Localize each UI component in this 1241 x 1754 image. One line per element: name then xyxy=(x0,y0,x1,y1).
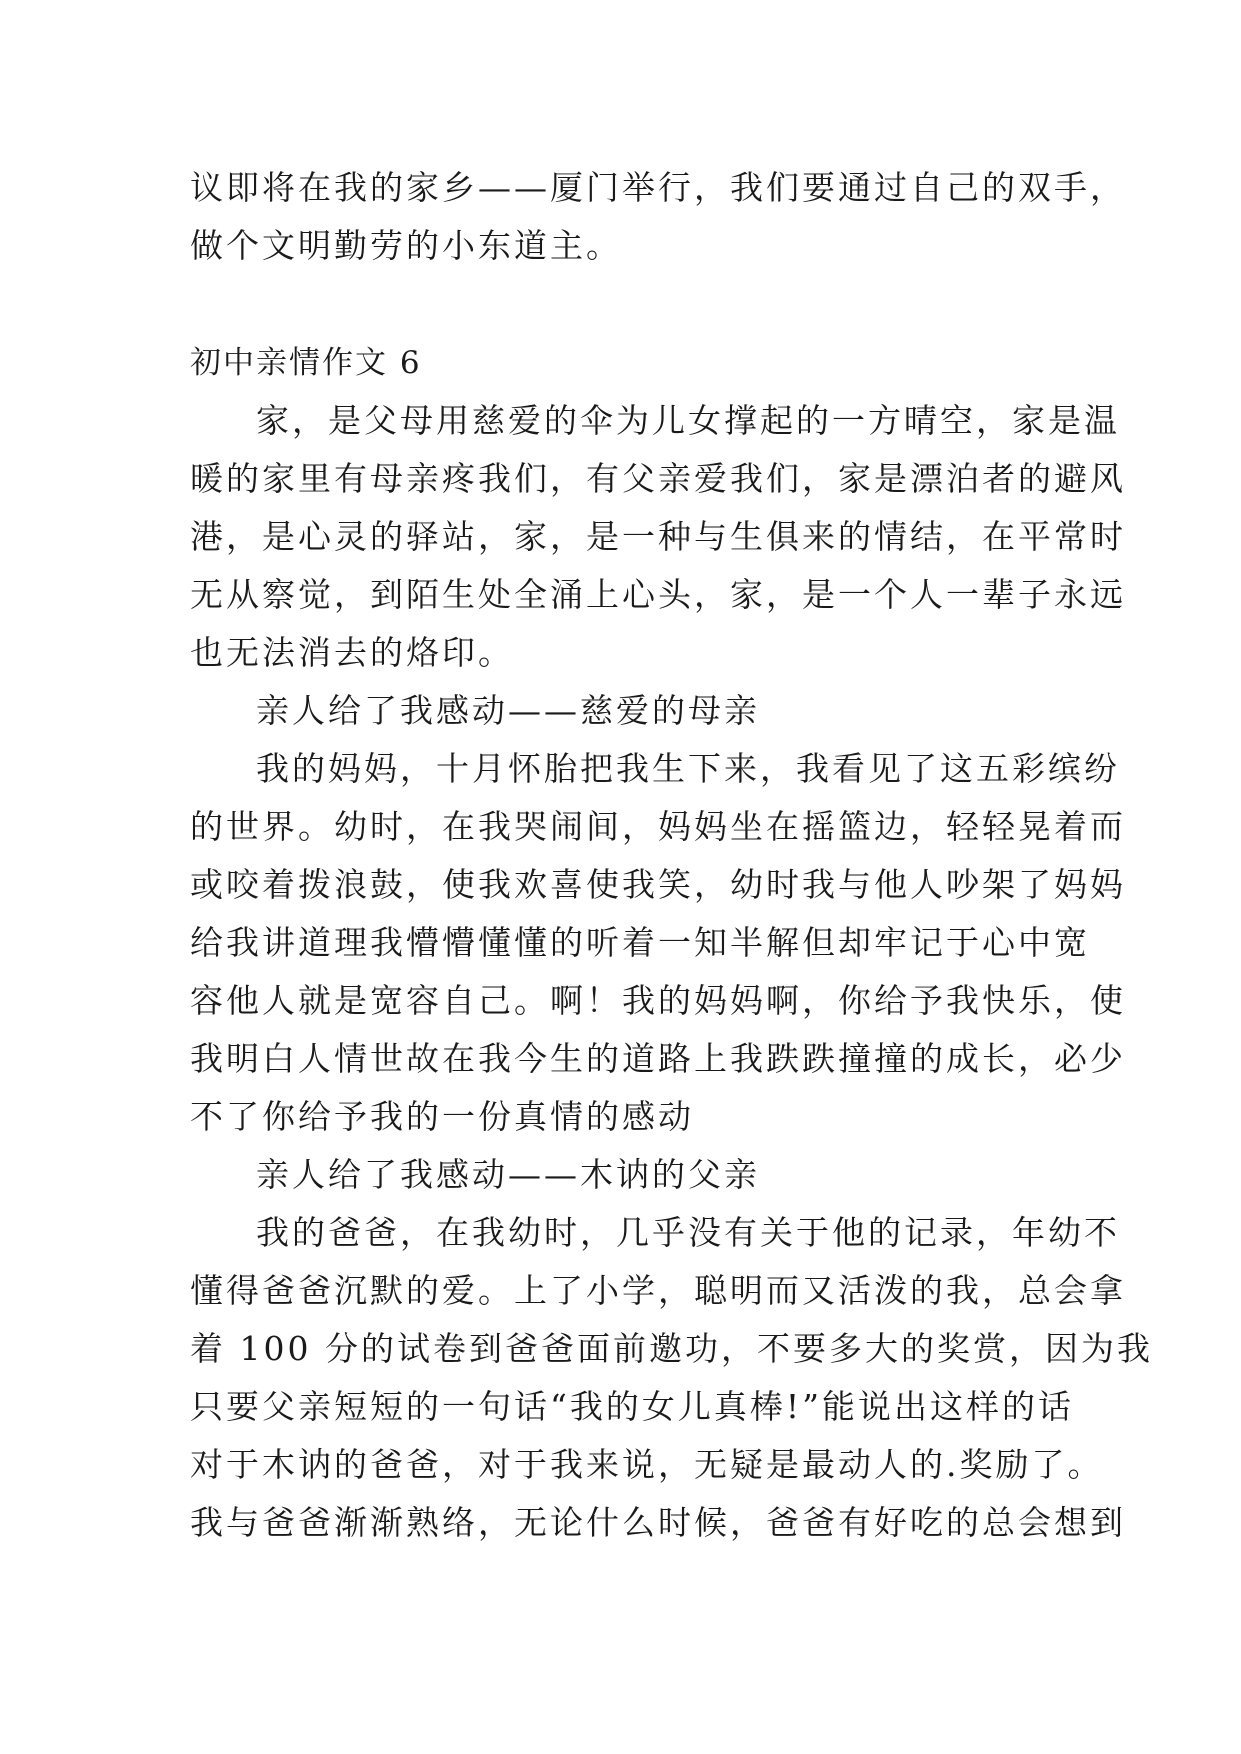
paragraph-line: 不了你给予我的一份真情的感动 xyxy=(190,1097,694,1136)
paragraph-line: 暖的家里有母亲疼我们，有父亲爱我们，家是漂泊者的避风 xyxy=(190,459,1126,498)
paragraph-line: 只要父亲短短的一句话“我的女儿真棒!”能说出这样的话 xyxy=(190,1387,1075,1426)
paragraph-line: 懂得爸爸沉默的爱。上了小学，聪明而又活泼的我，总会拿 xyxy=(190,1271,1126,1310)
paragraph-line: 容他人就是宽容自己。啊！我的妈妈啊，你给予我快乐，使 xyxy=(190,981,1126,1020)
paragraph-line: 我明白人情世故在我今生的道路上我跌跌撞撞的成长，必少 xyxy=(190,1039,1126,1078)
paragraph-line: 议即将在我的家乡——厦门举行，我们要通过自己的双手， xyxy=(190,168,1126,207)
paragraph-line: 我与爸爸渐渐熟络，无论什么时候，爸爸有好吃的总会想到 xyxy=(190,1503,1126,1542)
paragraph-line: 或咬着拨浪鼓，使我欢喜使我笑，幼时我与他人吵架了妈妈 xyxy=(190,865,1126,904)
paragraph-line: 的世界。幼时，在我哭闹间，妈妈坐在摇篮边，轻轻晃着而 xyxy=(190,807,1126,846)
paragraph-line: 着 100 分的试卷到爸爸面前邀功，不要多大的奖赏，因为我 xyxy=(190,1329,1153,1368)
paragraph-line: 我的爸爸，在我幼时，几乎没有关于他的记录，年幼不 xyxy=(256,1213,1120,1252)
subheading-line: 亲人给了我感动——木讷的父亲 xyxy=(256,1155,760,1194)
paragraph-line: 无从察觉，到陌生处全涌上心头，家，是一个人一辈子永远 xyxy=(190,575,1126,614)
paragraph-line: 给我讲道理我懵懵懂懂的听着一知半解但却牢记于心中宽 xyxy=(190,923,1090,962)
section-heading: 初中亲情作文 6 xyxy=(190,345,422,381)
subheading-line: 亲人给了我感动——慈爱的母亲 xyxy=(256,691,760,730)
paragraph-line: 我的妈妈，十月怀胎把我生下来，我看见了这五彩缤纷 xyxy=(256,749,1120,788)
paragraph-line: 也无法消去的烙印。 xyxy=(190,633,514,672)
paragraph-line: 做个文明勤劳的小东道主。 xyxy=(190,226,622,265)
paragraph-line: 港，是心灵的驿站，家，是一种与生俱来的情结，在平常时 xyxy=(190,517,1126,556)
paragraph-line: 对于木讷的爸爸，对于我来说，无疑是最动人的.奖励了。 xyxy=(190,1445,1104,1484)
paragraph-line: 家，是父母用慈爱的伞为儿女撑起的一方晴空，家是温 xyxy=(256,401,1120,440)
